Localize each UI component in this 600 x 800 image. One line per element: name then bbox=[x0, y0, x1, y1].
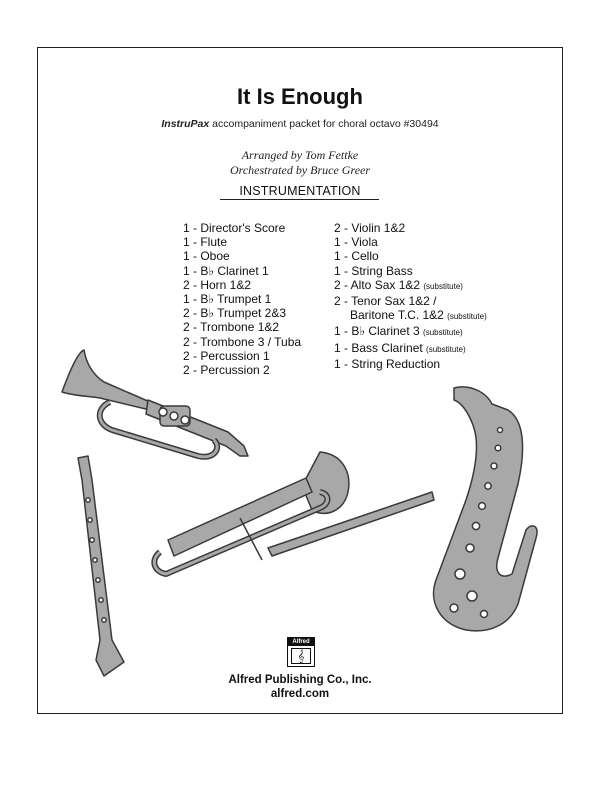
publisher-name: Alfred Publishing Co., Inc. bbox=[228, 674, 372, 686]
packet-text: accompaniment packet for choral octavo #30494 bbox=[209, 118, 439, 130]
instrument-label: 1 - Viola bbox=[334, 235, 378, 250]
instrument-label: 1 - Cello bbox=[334, 249, 379, 264]
clarinet-illustration bbox=[78, 456, 124, 676]
instrument-label: 1 - B♭ Clarinet 3 bbox=[334, 324, 424, 339]
substitute-note: (substitute) bbox=[447, 312, 487, 322]
instrument-label: 2 - Trombone 1&2 bbox=[183, 320, 280, 335]
publisher-url: alfred.com bbox=[270, 688, 330, 700]
instrument-label: 2 - Percussion 2 bbox=[183, 363, 270, 378]
brand-name: InstruPax bbox=[161, 118, 210, 130]
instrument-label: 2 - Tenor Sax 1&2 / bbox=[334, 294, 437, 309]
song-title: It Is Enough bbox=[237, 84, 363, 109]
substitute-note: (substitute) bbox=[423, 281, 463, 291]
instrument-label: 1 - B♭ Trumpet 1 bbox=[183, 292, 272, 307]
saxophone-illustration bbox=[434, 387, 538, 631]
instrument-label: 2 - Violin 1&2 bbox=[334, 221, 406, 235]
instrument-label: 1 - Bass Clarinet bbox=[334, 340, 427, 355]
instrument-label: Baritone T.C. 1&2 bbox=[350, 308, 448, 323]
instrument-label: 2 - Percussion 1 bbox=[183, 348, 270, 363]
instrument-label: 1 - String Bass bbox=[334, 263, 413, 278]
instrument-label: 2 - Horn 1&2 bbox=[183, 277, 252, 292]
substitute-note: (substitute) bbox=[426, 344, 466, 354]
instrument-label: 2 - Trombone 3 / Tuba bbox=[183, 334, 302, 349]
orchestrator-credit: Orchestrated by Bruce Greer bbox=[229, 163, 371, 177]
instrument-label: 1 - String Reduction bbox=[334, 356, 441, 371]
substitute-note: (substitute) bbox=[423, 328, 463, 338]
instrument-label: 1 - Flute bbox=[183, 235, 228, 250]
trumpet-illustration bbox=[62, 350, 248, 457]
instrument-label: 1 - Director's Score bbox=[183, 221, 286, 235]
arranger-credit: Arranged by Tom Fettke bbox=[241, 148, 359, 162]
instrument-label: 2 - Alto Sax 1&2 bbox=[334, 277, 424, 292]
alfred-logo bbox=[287, 637, 315, 667]
instrument-label: 2 - B♭ Trumpet 2&3 bbox=[183, 306, 287, 321]
instrument-label: 1 - B♭ Clarinet 1 bbox=[183, 263, 269, 278]
instrument-label: 1 - Oboe bbox=[183, 249, 230, 264]
instrumentation-heading: INSTRUMENTATION bbox=[239, 184, 361, 198]
publisher-info bbox=[0, 673, 600, 701]
music-note-icon: 𝄞 bbox=[291, 648, 311, 664]
logo-wordmark: Alfred bbox=[288, 638, 314, 646]
trombone-illustration bbox=[154, 452, 434, 574]
